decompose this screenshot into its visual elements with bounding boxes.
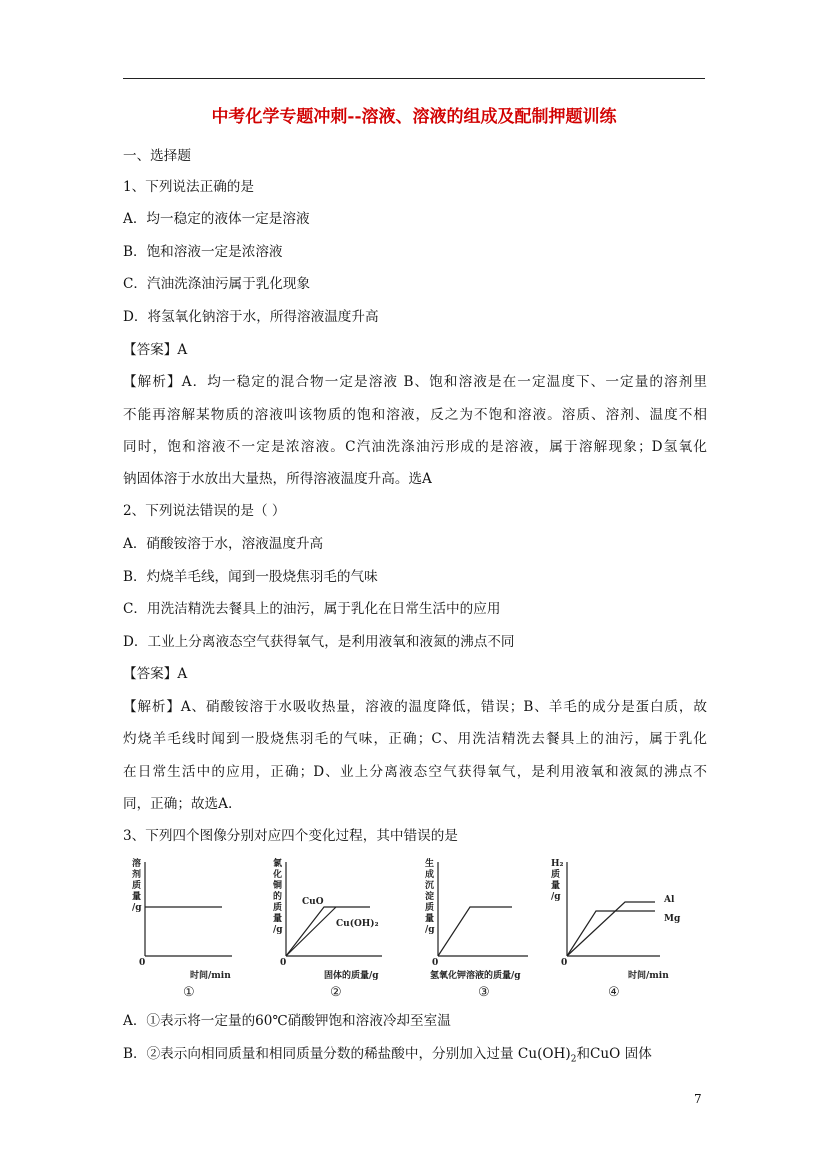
graph-4-ylabel-char: 质 [551, 870, 561, 880]
graph-1-ylabel-char: 量 [132, 892, 142, 902]
graph-4-ylabel-char: 量 [551, 881, 561, 891]
q1-option-b: B．饱和溶液一定是浓溶液 [123, 244, 283, 260]
graph-3-ylabel-char: /g [425, 925, 435, 935]
graph-2-series-label: Cu(OH)₂ [336, 919, 379, 929]
q3-option-b-text: B．②表示向相同质量和相同质量分数的稀盐酸中，分别加入过量 Cu(OH) [123, 1046, 571, 1062]
graph-4-xlabel: 时间/min [628, 971, 669, 981]
q1-answer: 【答案】A [123, 342, 188, 358]
graph-2-origin: 0 [280, 958, 287, 968]
graph-4-ylabel-char: H₂ [551, 859, 564, 869]
graph-3-index: ③ [478, 985, 490, 1000]
graph-1-ylabel-char: 质 [132, 881, 142, 891]
page-title: 中考化学专题冲刺--溶液、溶液的组成及配制押题训练 [211, 107, 617, 127]
question-1-stem: 1、下列说法正确的是 [123, 179, 254, 195]
graph-2-index: ② [330, 985, 342, 1000]
graph-4-series-label: Mg [664, 914, 681, 924]
graph-3-ylabel-char: 生 [425, 859, 435, 869]
q1-analysis-line: 【解析】A．均一稳定的混合物一定是溶液 B、饱和溶液是在一定温度下、一定量的溶剂里 [123, 374, 707, 390]
graph-2-ylabel-char: 质 [273, 903, 283, 913]
graph-2-ylabel-char: 铜 [273, 881, 283, 891]
graph-1-ylabel-char: /g [132, 903, 142, 913]
graph-4-series-label: Al [664, 895, 675, 905]
q2-analysis-line: 【解析】A、硝酸铵溶于水吸收热量，溶液的温度降低，错误；B、羊毛的成分是蛋白质，故 [123, 699, 707, 715]
graphs-figure [0, 852, 827, 1006]
q3-option-b-tail: 和CuO 固体 [576, 1046, 652, 1062]
q3-option-b [123, 1045, 652, 1069]
graph-2 [272, 857, 382, 1000]
q2-analysis-line: 同，正确；故选A. [123, 796, 233, 812]
page-number: 7 [694, 1092, 702, 1106]
graph-2-ylabel-char: 量 [273, 914, 283, 924]
graph-1-origin: 0 [139, 958, 146, 968]
graph-4-origin: 0 [561, 958, 568, 968]
question-3-stem: 3、下列四个图像分别对应四个变化过程，其中错误的是 [123, 828, 458, 844]
graph-4-index: ④ [608, 985, 620, 1000]
graph-2-ylabel-char: 的 [273, 892, 283, 902]
header-rule [123, 78, 705, 79]
graph-3-ylabel-char: 淀 [425, 892, 435, 902]
graph-1-ylabel-char: 剂 [132, 870, 142, 880]
graph-4-ylabel-char: /g [551, 892, 561, 902]
graph-3-origin: 0 [432, 958, 439, 968]
question-2-stem: 2、下列说法错误的是（ ） [123, 503, 286, 519]
graph-1-xlabel: 时间/min [190, 971, 231, 981]
graph-3-ylabel-char: 量 [425, 914, 435, 924]
graph-3-ylabel-char: 沉 [425, 881, 435, 891]
q3-option-a: A．①表示将一定量的60℃硝酸钾饱和溶液冷却至室温 [123, 1013, 451, 1029]
q2-analysis-line: 在日常生活中的应用，正确；D、业上分离液态空气获得氧气，是利用液氧和液氮的沸点不 [123, 764, 707, 780]
q1-analysis-line: 同时，饱和溶液不一定是浓溶液。C汽油洗涤油污形成的是溶液，属于溶解现象；D氢氧化 [123, 439, 707, 455]
graph-1-index: ① [183, 985, 195, 1000]
graph-3-ylabel-char: 质 [425, 903, 435, 913]
graph-4 [551, 859, 681, 1000]
q1-option-a: A．均一稳定的液体一定是溶液 [123, 211, 310, 227]
graph-2-ylabel-char: 氯 [273, 859, 283, 869]
q1-analysis-line: 不能再溶解某物质的溶液叫该物质的饱和溶液，反之为不饱和溶液。溶质、溶剂、温度不相 [123, 407, 707, 423]
section-heading: 一、选择题 [123, 148, 191, 164]
q3-option-b-subscript: 2 [570, 1054, 577, 1065]
graph-2-xlabel: 固体的质量/g [324, 971, 379, 981]
graph-3-ylabel-char: 成 [425, 870, 435, 880]
graph-2-ylabel-char: /g [273, 925, 283, 935]
q2-option-a: A．硝酸铵溶于水，溶液温度升高 [123, 536, 324, 552]
q2-option-d: D．工业上分离液态空气获得氧气，是利用液氧和液氮的沸点不同 [123, 634, 515, 650]
graph-3-xlabel: 氢氧化钾溶液的质量/g [430, 971, 521, 981]
q2-option-c: C．用洗洁精洗去餐具上的油污，属于乳化在日常生活中的应用 [123, 601, 501, 617]
graph-1 [132, 857, 232, 1000]
q2-analysis-line: 灼烧羊毛线时闻到一股烧焦羽毛的气味，正确；C、用洗洁精洗去餐具上的油污，属于乳化 [123, 731, 707, 747]
graph-3 [425, 857, 528, 1000]
graph-2-ylabel-char: 化 [273, 870, 283, 880]
q1-option-d: D．将氢氧化钠溶于水，所得溶液温度升高 [123, 309, 379, 325]
q1-option-c: C．汽油洗涤油污属于乳化现象 [123, 276, 311, 292]
q2-answer: 【答案】A [123, 666, 188, 682]
q1-analysis-line: 钠固体溶于水放出大量热，所得溶液温度升高。选A [123, 471, 432, 487]
q2-option-b: B．灼烧羊毛线，闻到一股烧焦羽毛的气味 [123, 569, 378, 585]
graph-2-series-label: CuO [302, 897, 324, 907]
graph-1-ylabel-char: 溶 [132, 859, 142, 869]
